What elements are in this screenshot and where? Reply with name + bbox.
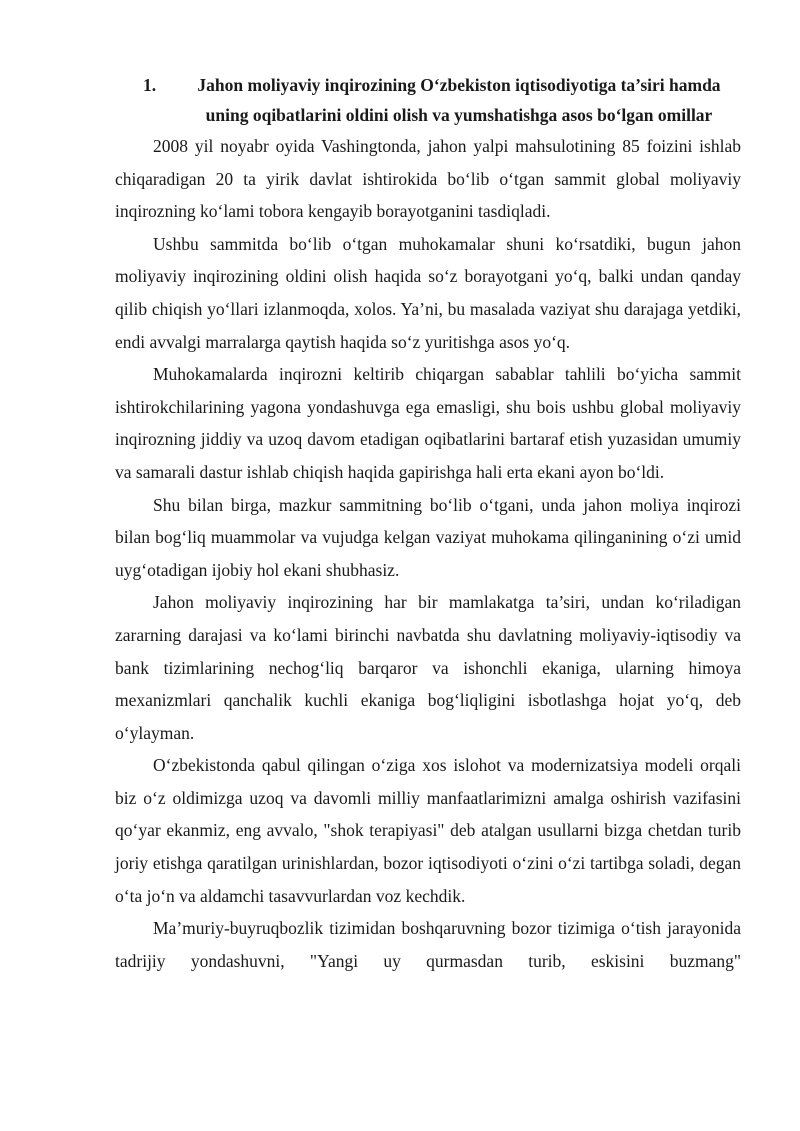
paragraph-4: Shu bilan birga, mazkur sammitning bo‘lib o‘tgani, unda jahon moliya inqirozi bilan bog‘liq muammolar va vujudga kelgan vaziyat muhokama qilinganining o‘zi umid uyg‘otadigan ijobiy hol ekani shubhasiz. (115, 494, 741, 580)
section-heading (115, 70, 741, 130)
paragraph-7: Ma’muriy-buyruqbozlik tizimidan boshqaruvning bozor tizimiga o‘tish jarayonida tadrijiy yondashuvni, "Yangi uy qurmasdan turib, eskisini buzmang" (115, 918, 741, 971)
paragraph-5: Jahon moliyaviy inqirozining har bir mamlakatga ta’siri, undan ko‘riladigan zararning darajasi va ko‘lami birinchi navbatda shu davlatning moliyaviy-iqtisodiy va bank tizimlarining nechog‘liq barqaror va ishonchli ekaniga, ularning himoya mexanizmlari qanchalik kuchli ekaniga bog‘liqligini isbotlashga hojat yo‘q, deb o‘ylayman. (115, 592, 741, 743)
paragraph-3: Muhokamalarda inqirozni keltirib chiqargan sabablar tahlili bo‘yicha sammit ishtirokchilarining yagona yondashuvga ega emasligi, shu bois ushbu global moliyaviy inqirozning jiddiy va uzoq davom etadigan oqibatlarini bartaraf etish yuzasidan umumiy va samarali dastur ishlab chiqish haqida gapirishga hali erta ekani ayon bo‘ldi. (115, 364, 741, 482)
paragraph-6: O‘zbekistonda qabul qilingan o‘ziga xos islohot va modernizatsiya modeli orqali biz o‘z oldimizga uzoq va davomli milliy manfaatlarimizni amalga oshirish vazifasini qo‘yar ekanmiz, eng avvalo, "shok terapiyasi" deb atalgan usullarni bizga chetdan turib joriy etishga qaratilgan urinishlardan, bozor iqtisodiyoti o‘zini o‘zi tartibga soladi, degan o‘ta jo‘n va aldamchi tasavvurlardan voz kechdik. (115, 755, 741, 906)
document-page (115, 70, 741, 977)
section-number: 1. (143, 75, 157, 95)
section-title: Jahon moliyaviy inqirozining O‘zbekiston iqtisodiyotiga ta’siri hamda uning oqibatlarini oldini olish va yumshatishga asos bo‘lgan omillar (197, 75, 721, 125)
paragraph-1: 2008 yil noyabr oyida Vashingtonda, jahon yalpi mahsulotining 85 foizini ishlab chiqaradigan 20 ta yirik davlat ishtirokida bo‘lib o‘tgan sammit global moliyaviy inqirozning ko‘lami tobora kengayib borayotganini tasdiqladi. (115, 136, 741, 222)
paragraph-2: Ushbu sammitda bo‘lib o‘tgan muhokamalar shuni ko‘rsatdiki, bugun jahon moliyaviy inqirozining oldini olish haqida so‘z borayotgani yo‘q, balki undan qanday qilib chiqish yo‘llari izlanmoqda, xolos. Ya’ni, bu masalada vaziyat shu darajaga yetdiki, endi avvalgi marralarga qaytish haqida so‘z yuritishga asos yo‘q. (115, 233, 741, 352)
